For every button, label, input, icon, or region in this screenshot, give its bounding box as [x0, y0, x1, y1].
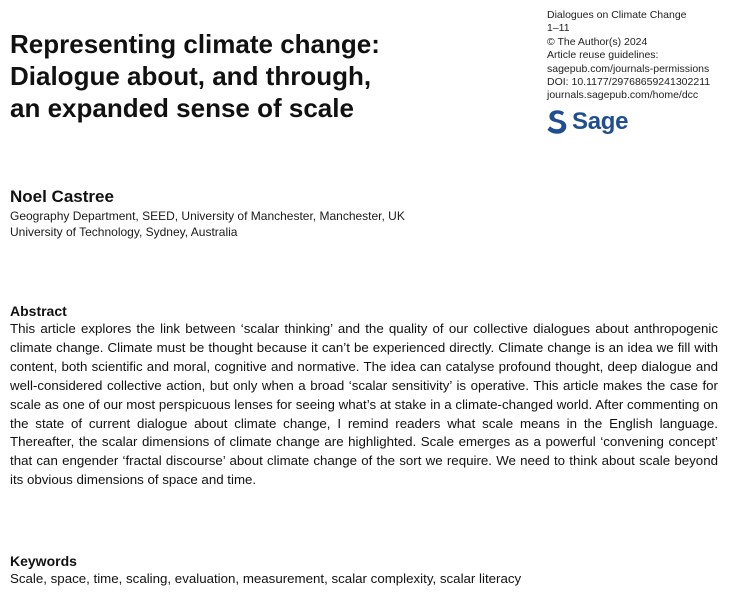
journal-metadata: [547, 9, 727, 103]
keywords-section: [10, 552, 718, 588]
abstract-section: [10, 302, 718, 490]
sage-s-icon: [546, 109, 568, 135]
article-title-line-1: Representing climate change:: [10, 29, 380, 59]
author-block: [10, 186, 570, 240]
copyright-notice: © The Author(s) 2024: [547, 35, 648, 48]
sage-logo-text: Sage: [572, 108, 629, 135]
article-title-line-2: Dialogue about, and through,: [10, 61, 372, 91]
author-affiliation-1: Geography Department, SEED, University of Manchester, Manchester, UK: [10, 209, 405, 223]
permissions-link[interactable]: sagepub.com/journals-permissions: [547, 62, 710, 75]
reuse-guidelines-label: Article reuse guidelines:: [547, 49, 659, 62]
journal-home-link[interactable]: journals.sagepub.com/home/dcc: [547, 89, 699, 102]
journal-name: Dialogues on Climate Change: [547, 9, 687, 21]
doi[interactable]: DOI: 10.1177/29768659241302211: [547, 76, 711, 89]
abstract-heading: Abstract: [10, 303, 67, 319]
article-title: [10, 28, 450, 124]
author-name: Noel Castree: [10, 187, 114, 206]
keywords-heading: Keywords: [10, 553, 77, 569]
article-title-line-3: an expanded sense of scale: [10, 93, 354, 123]
sage-logo: [546, 108, 628, 136]
author-affiliation-2: University of Technology, Sydney, Australia: [10, 225, 238, 239]
abstract-text: This article explores the link between ‘scalar thinking’ and the quality of our collective dialogues about anthropogenic climate change. Climate must be thought because it can’t be experienced directly. Climate change is an idea we fill with content, both scientific and moral, cognitive and normative. The idea can catalyse profound thought, deep dialogue and well-considered collective action, but only when a broad ‘scalar sensitivity’ is operative. This article makes the case for scale as one of our most perspicuous lenses for seeing what’s at stake in a climate-changed world. After commenting on the state of current dialogue about climate change, I remind readers what scale means in the English language. Thereafter, the scalar dimensions of climate change are highlighted. Scale emerges as a powerful ‘convening concept’ that can engender ‘fractal discourse’ about climate change of the sort we require. We need to think about scale beyond its obvious dimensions of space and time.: [10, 321, 718, 488]
page-range: 1–11: [547, 22, 570, 35]
keywords-text: Scale, space, time, scaling, evaluation, measurement, scalar complexity, scalar literacy: [10, 571, 522, 586]
